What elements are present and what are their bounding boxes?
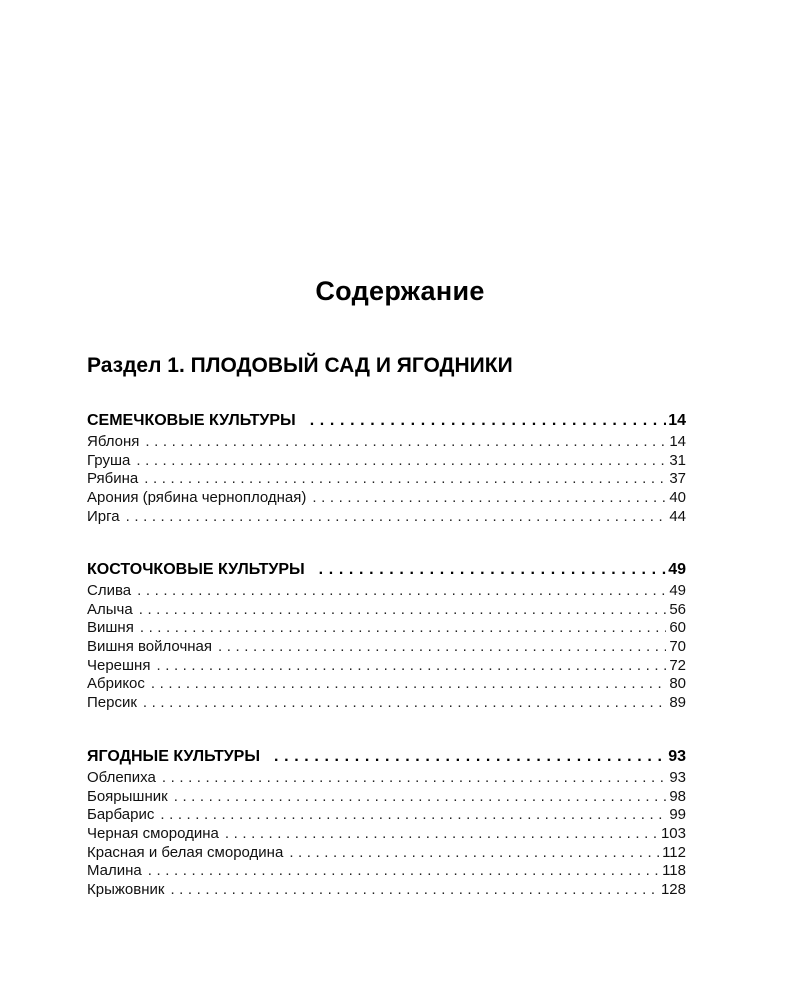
toc-entry-label: Алыча (87, 600, 133, 618)
toc-entry-page: 49 (669, 582, 686, 599)
toc-entry[interactable] (87, 582, 686, 601)
toc-entry[interactable] (87, 825, 686, 844)
toc-entry-label: Черная смородина (87, 825, 219, 843)
toc-section-heading[interactable] (87, 410, 686, 432)
dot-leader (170, 881, 658, 900)
toc-entry[interactable] (87, 452, 686, 471)
dot-leader (312, 489, 666, 508)
toc-entry-label: Груша (87, 451, 131, 469)
toc-section-title: КОСТОЧКОВЫЕ КУЛЬТУРЫ (87, 561, 305, 578)
toc-entry-page: 99 (669, 806, 686, 824)
toc-entry-page: 112 (662, 843, 686, 861)
toc-entry-page: 128 (660, 881, 686, 899)
dot-leader (144, 470, 666, 489)
dot-leader (162, 769, 666, 788)
dot-leader (143, 694, 666, 713)
toc-entry-label: Малина (87, 862, 142, 880)
toc-entry[interactable] (87, 769, 686, 788)
toc-entry-label: Крыжовник (87, 881, 165, 899)
toc-entry-label: Барбарис (87, 806, 155, 824)
dot-leader (145, 433, 666, 452)
dot-leader (140, 619, 666, 638)
part-heading: Раздел 1. ПЛОДОВЫЙ САД И ЯГОДНИКИ (87, 354, 513, 377)
toc-section-title: ЯГОДНЫЕ КУЛЬТУРЫ (87, 748, 261, 765)
dot-leader (218, 638, 666, 657)
toc-entry[interactable] (87, 881, 686, 900)
toc-entry-page: 80 (669, 675, 686, 693)
toc-entry-page: 89 (669, 694, 686, 712)
page-title: Содержание (315, 276, 485, 306)
toc-entry[interactable] (87, 844, 686, 863)
toc-entry[interactable] (87, 489, 686, 508)
toc-entry-page: 44 (669, 507, 686, 525)
toc-entry-page: 37 (669, 470, 686, 488)
toc-entry-label: Персик (87, 694, 137, 712)
toc-entry-label: Рябина (87, 470, 139, 488)
toc-section-page: 93 (668, 748, 686, 765)
toc-entry[interactable] (87, 862, 686, 881)
toc-entry-page: 70 (669, 638, 686, 656)
toc-entry[interactable] (87, 675, 686, 694)
toc-section-pome-crops (87, 410, 686, 526)
toc-entry-label: Красная и белая смородина (87, 843, 284, 861)
dot-leader (139, 601, 667, 620)
toc-section-page: 14 (668, 412, 686, 429)
toc-entry-label: Черешня (87, 656, 151, 674)
toc-section-stone-fruit (87, 559, 686, 713)
toc-entry[interactable] (87, 638, 686, 657)
toc-entry[interactable] (87, 508, 686, 527)
toc-entry-label: Облепиха (87, 769, 156, 786)
toc-entry-page: 40 (669, 489, 686, 507)
toc-entry-label: Абрикос (87, 675, 145, 693)
toc-entry[interactable] (87, 470, 686, 489)
dot-leader (225, 825, 658, 844)
dot-leader (148, 862, 659, 881)
toc-entry[interactable] (87, 601, 686, 620)
toc-entry-page: 98 (669, 787, 686, 805)
toc-section-heading[interactable] (87, 559, 686, 581)
toc-entry-label: Вишня войлочная (87, 638, 213, 656)
dot-leader (274, 746, 666, 768)
toc-section-heading[interactable] (87, 746, 686, 768)
toc-entry-page: 14 (669, 433, 686, 450)
toc-section-page: 49 (668, 561, 686, 578)
toc-entry-page: 93 (669, 769, 686, 786)
toc-entry[interactable] (87, 619, 686, 638)
toc-entry[interactable] (87, 806, 686, 825)
toc-entry-label: Боярышник (87, 787, 168, 805)
toc-entry[interactable] (87, 433, 686, 452)
dot-leader (160, 806, 666, 825)
toc-entry[interactable] (87, 788, 686, 807)
toc-entry[interactable] (87, 694, 686, 713)
toc-entry-label: Яблоня (87, 433, 140, 450)
dot-leader (136, 452, 666, 471)
dot-leader (319, 559, 667, 581)
toc-entry-label: Вишня (87, 619, 134, 637)
toc-entry-page: 60 (669, 619, 686, 637)
toc-entry-label: Слива (87, 582, 132, 599)
toc-entry-page: 103 (660, 825, 686, 843)
dot-leader (174, 788, 667, 807)
toc-entry-label: Ирга (87, 507, 120, 525)
toc-entry[interactable] (87, 657, 686, 676)
dot-leader (310, 410, 667, 432)
toc-entry-page: 118 (662, 862, 686, 880)
toc-section-berry-crops (87, 746, 686, 900)
dot-leader (289, 844, 659, 863)
toc-entry-page: 72 (669, 656, 686, 674)
dot-leader (151, 675, 666, 694)
toc-section-title: СЕМЕЧКОВЫЕ КУЛЬТУРЫ (87, 412, 296, 429)
dot-leader (126, 508, 667, 527)
dot-leader (137, 582, 666, 601)
toc-entry-page: 31 (669, 451, 686, 469)
toc-entry-page: 56 (669, 600, 686, 618)
dot-leader (156, 657, 666, 676)
toc-entry-label: Арония (рябина черноплодная) (87, 489, 307, 507)
